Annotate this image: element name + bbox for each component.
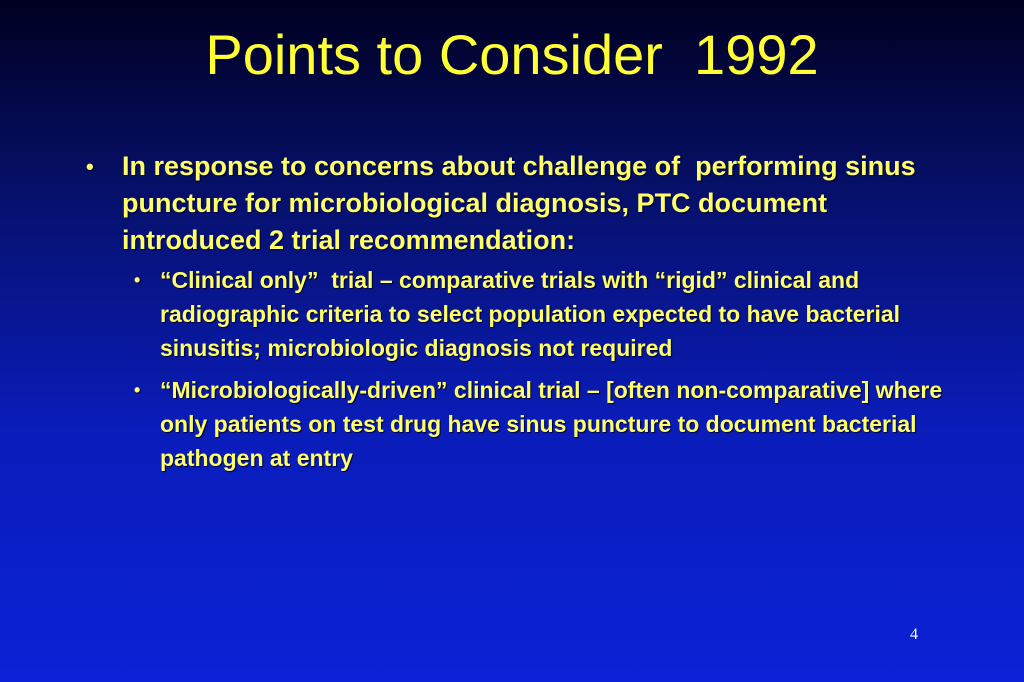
slide-title: Points to Consider 1992: [205, 23, 819, 86]
bullet-icon: •: [134, 380, 141, 400]
page-number: 4: [910, 626, 918, 643]
bullet-item: [82, 148, 962, 259]
bullet-icon: •: [134, 270, 141, 290]
sub-bullet-text: “Microbiologically-driven” clinical trial – [often non-comparative] where only patients on test drug have sinus puncture to document bacterial pathogen at entry: [160, 377, 949, 471]
bullet-icon: •: [86, 154, 94, 179]
sub-bullet-item: [132, 263, 962, 365]
bullet-text: In response to concerns about challenge of performing sinus puncture for microbiological diagnosis, PTC document introduced 2 trial recommendation:: [122, 151, 924, 255]
sub-bullet-list: [132, 263, 962, 475]
sub-bullet-item: [132, 373, 962, 475]
slide-content: [82, 148, 962, 483]
sub-bullet-text: “Clinical only” trial – comparative trials with “rigid” clinical and radiographic criteria to select population expected to have bacterial sinusitis; microbiologic diagnosis not required: [160, 267, 907, 361]
